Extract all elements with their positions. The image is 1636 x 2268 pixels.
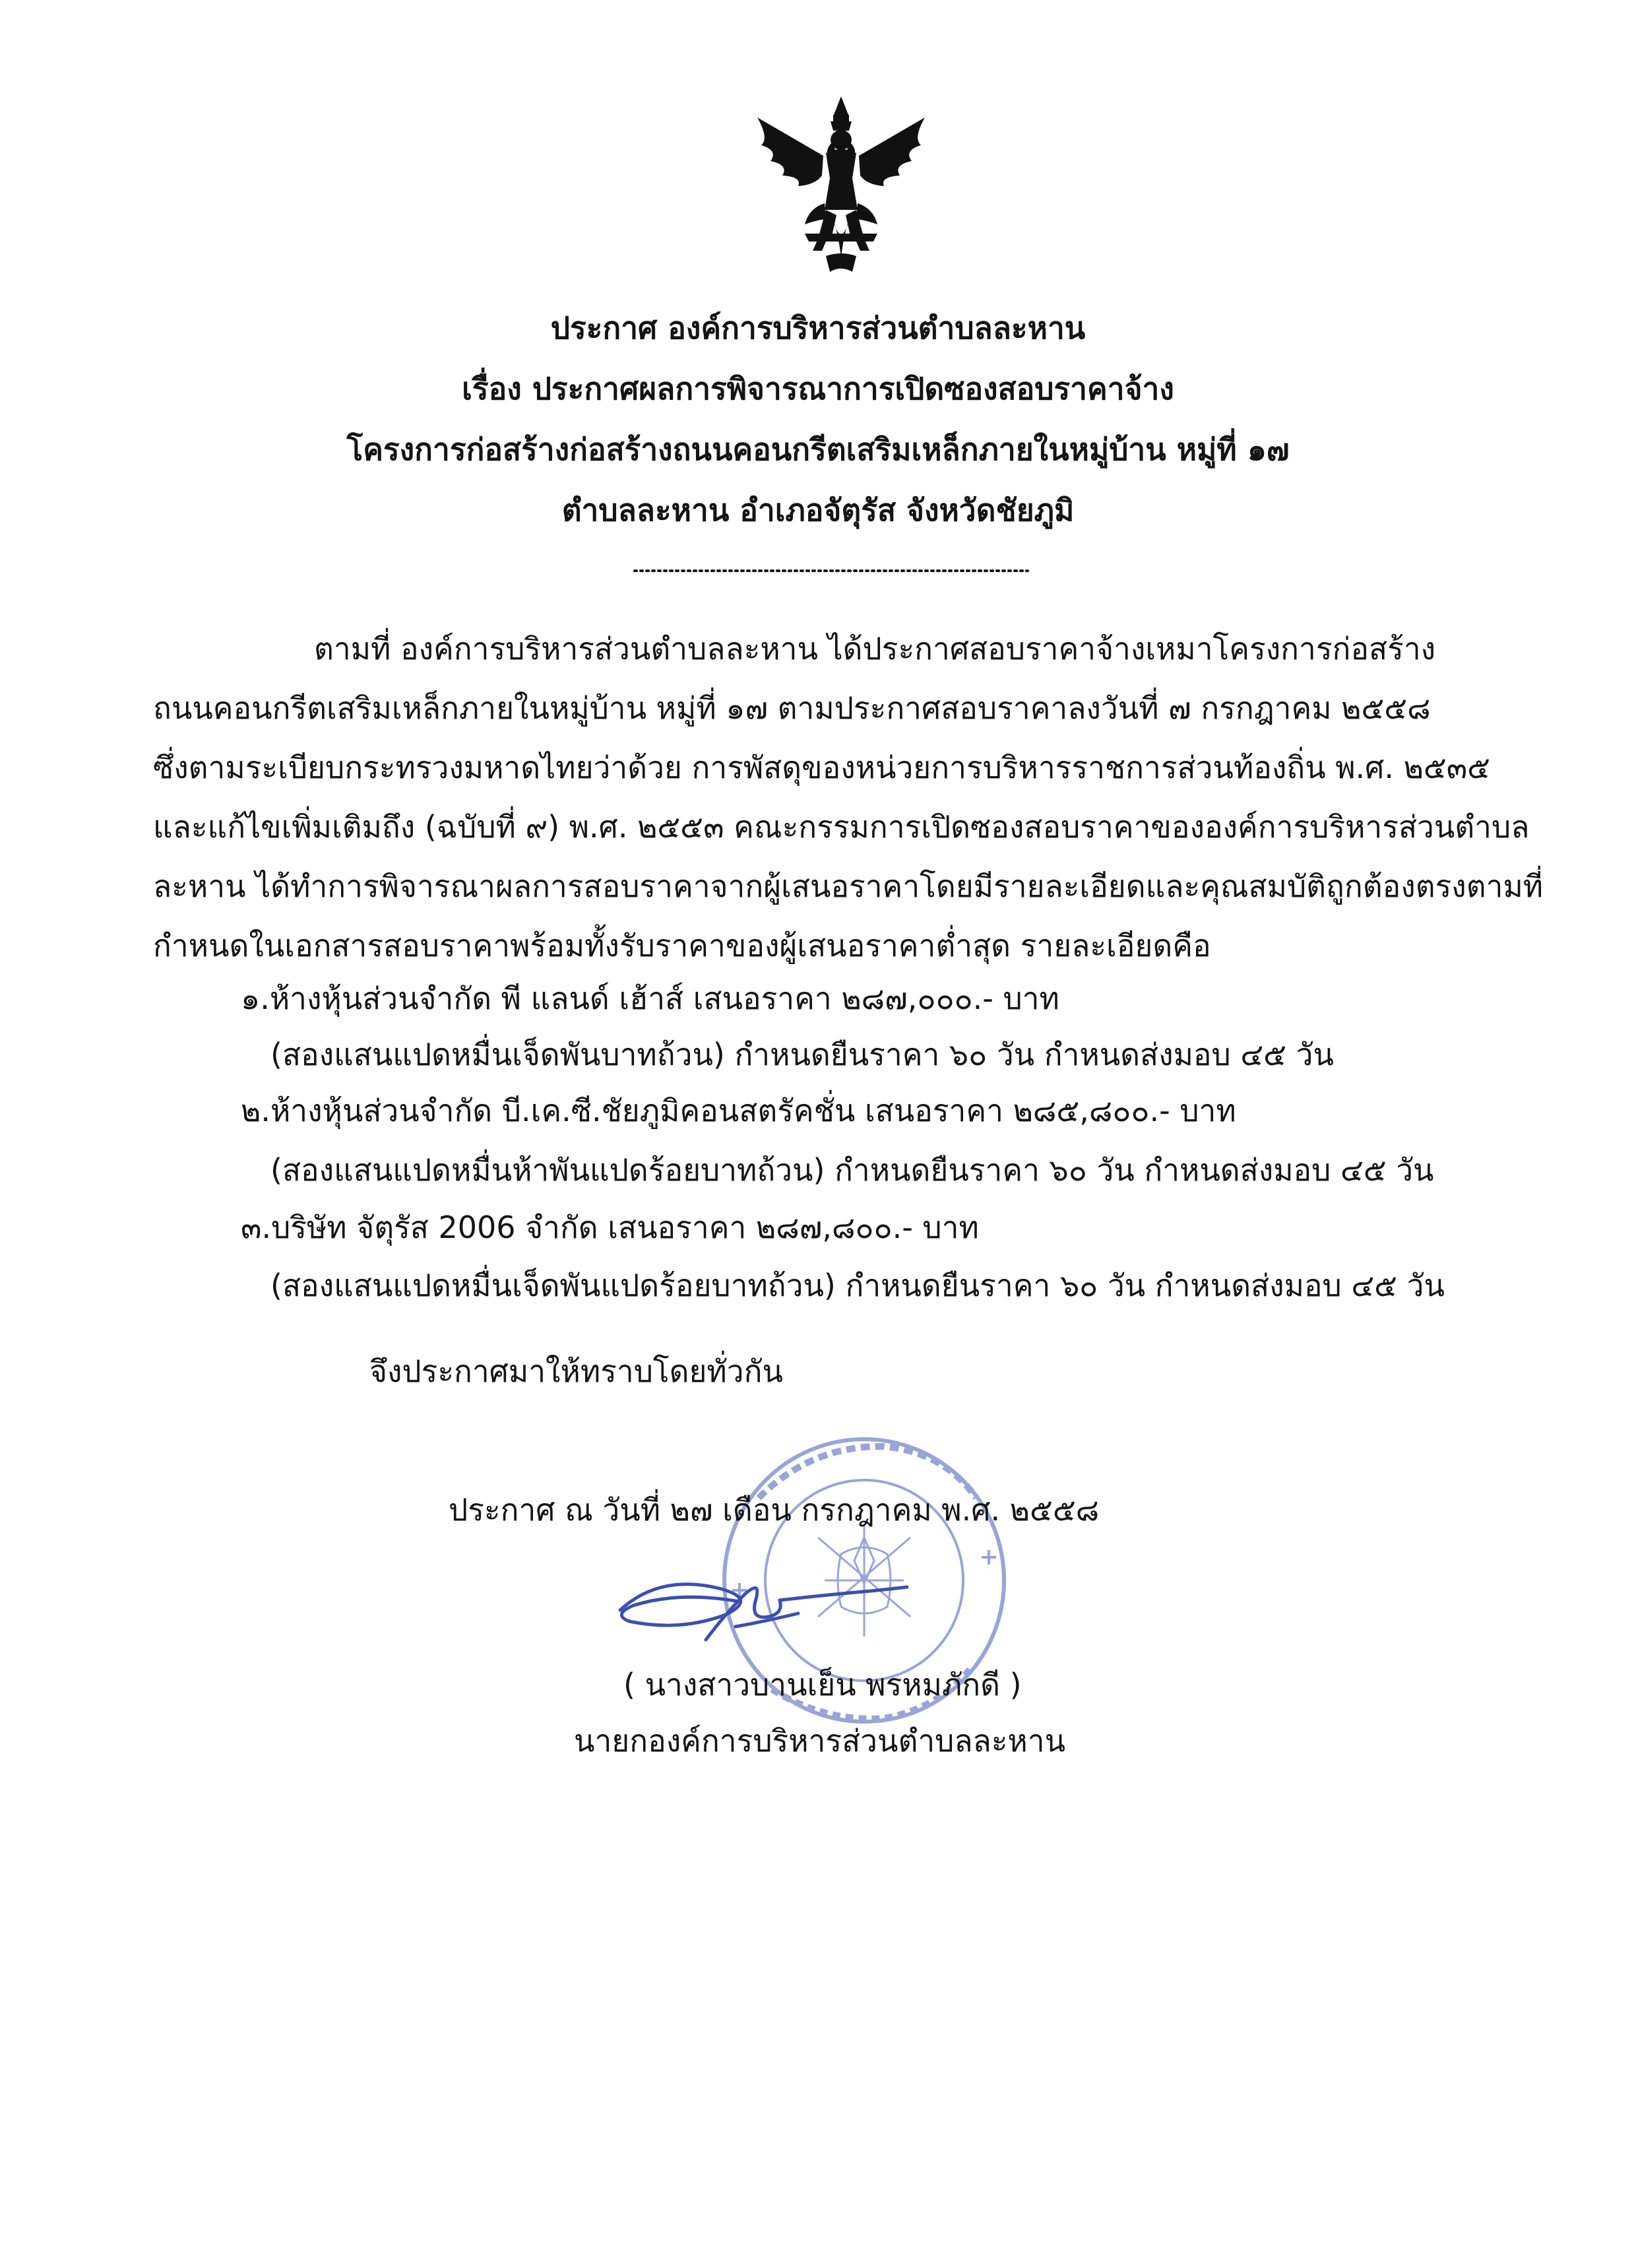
bidder-2-detail: (สองแสนแปดหมื่นห้าพันแปดร้อยบาทถ้วน) กำหนดยืนราคา ๖๐ วัน กำหนดส่งมอบ ๔๕ วัน xyxy=(270,1152,1434,1188)
project-title: โครงการก่อสร้างก่อสร้างถนนคอนกรีตเสริมเหล็กภายในหมู่บ้าน หมู่ที่ ๑๗ xyxy=(346,432,1290,467)
handwritten-signature xyxy=(607,1547,910,1653)
closing-statement: จึงประกาศมาให้ทราบโดยทั่วกัน xyxy=(369,1353,783,1389)
body-line: ซึ่งตามระเบียบกระทรวงมหาดไทยว่าด้วย การพัสดุของหน่วยการบริหารราชการส่วนท้องถิ่น พ.ศ. ๒๕๓๕ xyxy=(153,750,1490,785)
project-location: ตำบลละหาน อำเภอจัตุรัส จังหวัดชัยภูมิ xyxy=(561,492,1075,528)
signatory-name: ( นางสาวบานเย็น พรหมภักดี ) xyxy=(623,1667,1022,1702)
garuda-emblem-icon xyxy=(752,92,930,277)
body-line: ตามที่ องค์การบริหารส่วนตำบลละหาน ได้ประกาศสอบราคาจ้างเหมาโครงการก่อสร้าง xyxy=(314,631,1436,666)
bidder-1-offer: ๑.ห้างหุ้นส่วนจำกัด พี แลนด์ เฮ้าส์ เสนอราคา ๒๘๗,๐๐๐.- บาท xyxy=(241,981,1059,1016)
bidder-2-offer: ๒.ห้างหุ้นส่วนจำกัด บี.เค.ซี.ชัยภูมิคอนสตรัคชั่น เสนอราคา ๒๘๕,๘๐๐.- บาท xyxy=(241,1093,1236,1128)
body-line: ละหาน ได้ทำการพิจารณาผลการสอบราคาจากผู้เสนอราคาโดยมีรายละเอียดและคุณสมบัติถูกต้องตรงตามที่ xyxy=(153,868,1544,904)
body-line: และแก้ไขเพิ่มเติมถึง (ฉบับที่ ๙) พ.ศ. ๒๕๕๓ คณะกรรมการเปิดซองสอบราคาขององค์การบริหารส่วนตำบล xyxy=(153,809,1530,845)
body-line: ถนนคอนกรีตเสริมเหล็กภายในหมู่บ้าน หมู่ที่ ๑๗ ตามประกาศสอบราคาลงวันที่ ๗ กรกฎาคม ๒๕๕๘ xyxy=(153,690,1431,726)
bidder-3-offer: ๓.บริษัท จัตุรัส 2006 จำกัด เสนอราคา ๒๘๗,๘๐๐.- บาท xyxy=(241,1210,979,1245)
announcement-title: ประกาศ องค์การบริหารส่วนตำบลละหาน xyxy=(550,310,1086,346)
signatory-position: นายกองค์การบริหารส่วนตำบลละหาน xyxy=(574,1723,1066,1759)
announcement-date: ประกาศ ณ วันที่ ๒๗ เดือน กรกฎาคม พ.ศ. ๒๕๕๘ xyxy=(449,1492,1100,1528)
bidder-3-detail: (สองแสนแปดหมื่นเจ็ดพันแปดร้อยบาทถ้วน) กำหนดยืนราคา ๖๐ วัน กำหนดส่งมอบ ๔๕ วัน xyxy=(270,1268,1445,1303)
announcement-subject: เรื่อง ประกาศผลการพิจารณาการเปิดซองสอบราคาจ้าง xyxy=(462,371,1174,406)
dotted-separator xyxy=(633,567,1029,574)
body-line: กำหนดในเอกสารสอบราคาพร้อมทั้งรับราคาของผู้เสนอราคาต่ำสุด รายละเอียดคือ xyxy=(153,928,1211,963)
bidder-1-detail: (สองแสนแปดหมื่นเจ็ดพันบาทถ้วน) กำหนดยืนราคา ๖๐ วัน กำหนดส่งมอบ ๔๕ วัน xyxy=(270,1037,1334,1072)
